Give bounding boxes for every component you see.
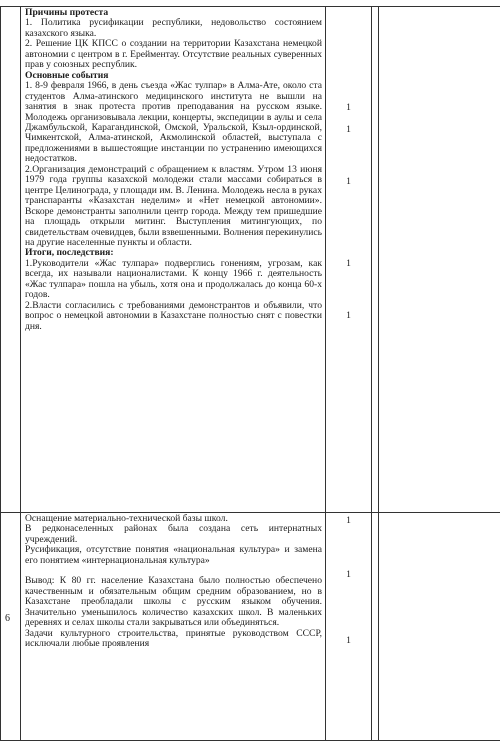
paragraph: 1. Политика русификации республики, недовольство состоянием казахского языка. [25,18,322,39]
inner-border-line [378,7,379,512]
paragraph: 1. 8-9 февраля 1966, в день съезда «Жас тулпар» в Алма-Ате, около ста студентов Алма-атинского медицинского института не вышли на занятия в знак протеста против преподавания на русском языке. Молодежь организовывала лекции, концерты, экспедиции в аулы и села Джамбульской, Карагандинской, Омской, Уральской, Кзыл-ординской, Чимкентской, Алма-атинской, Акмолинской областей, выступала с предложениями в вышестоящие инстанции по устранению имеющихся недостатков. [25,81,322,165]
score-value: 1 [326,310,371,321]
score-value: 1 [326,102,371,113]
score-cell [326,513,372,741]
table-row [1,7,500,513]
score-value: 1 [326,569,371,580]
paragraph: Русификация, отсутствие понятия «национальная культура» и замена его понятием «интернациональная культура» [25,545,322,566]
empty-cell [372,7,500,513]
score-value: 1 [326,258,371,269]
empty-cell [372,513,500,741]
paragraph: 2.Власти согласились с требованиями демонстрантов и объявили, что вопрос о немецкой автономии в Казахстане полностью снят с повестки дня. [25,301,322,332]
paragraph: Оснащение материально-технической базы школ. [25,514,322,524]
score-value: 1 [326,124,371,135]
row-number-cell [1,513,21,741]
paragraph: 2. Решение ЦК КПСС о создании на территории Казахстана немецкой автономии с центром в г. Ерейментау. Отсутствие реальных суверенных прав у союзных республик. [25,39,322,70]
table-row [1,513,500,741]
section-heading: Причины протеста [25,8,322,18]
paragraph: 2.Организация демонстраций с обращением к властям. Утром 13 июня 1979 года группы казахской молодежи стали массами собираться в центре Целинограда, у площади им. В. Ленина. Молодежь несла в руках транспаранты «Казахстан неделим» и «Нет немецкой автономии». Вскоре демонстранты заполнили центр города. Между тем пришедшие на площадь открыли митинг. Выступления митингующих, по свидетельствам очевидцев, были взвешенными. Волнения перекинулись на другие населенные пункты и области. [25,165,322,249]
paragraph: В редконаселенных районах была создана сеть интернатных учреждений. [25,524,322,545]
paragraph: 1.Руководители «Жас тулпара» подверглись гонениям, угрозам, как всегда, их называли националистами. К концу 1966 г. деятельность «Жас тулпара» пошла на убыль, хотя она и продолжалась до конца 60-х годов. [25,259,322,301]
score-value: 1 [326,635,371,646]
score-value: 1 [326,176,371,187]
answer-text-cell [21,513,326,741]
row-number: 6 [5,613,10,624]
row-number-cell [1,7,21,513]
paragraph: Задачи культурного строительства, принятые руководством СССР, исключали любые проявления [25,629,322,650]
section-heading: Итоги, последствия: [25,248,322,258]
inner-border-line [378,513,379,740]
paragraph: Вывод: К 80 гг. население Казахстана было полностью обеспечено качественным и обязательным общим средним образованием, но в Казахстане преобладали школы с русским языком обучения. Значительно уменьшилось количество казахских школ. В маленьких деревнях и селах школы стали закрываться или объединяться. [25,576,322,628]
score-value: 1 [326,515,371,526]
answer-table [0,6,500,741]
answer-text-cell [21,7,326,513]
section-heading: Основные события [25,71,322,81]
score-cell [326,7,372,513]
